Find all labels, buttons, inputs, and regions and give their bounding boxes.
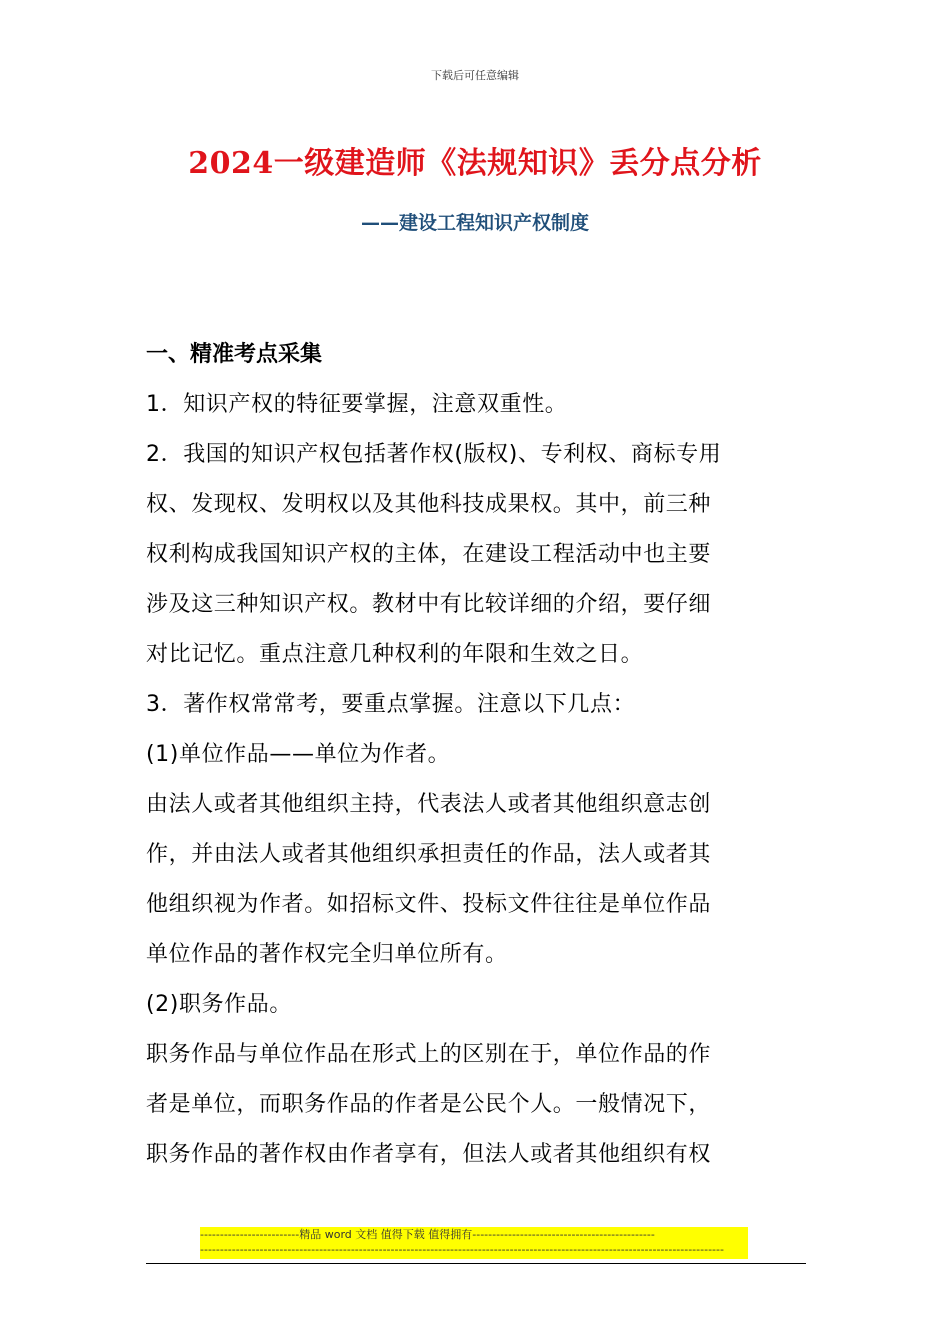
body-line: 涉及这三种知识产权。教材中有比较详细的介绍，要仔细 xyxy=(146,592,712,617)
document-title: 2024一级建造师《法规知识》丢分点分析 xyxy=(188,146,762,181)
body-line: 权利构成我国知识产权的主体，在建设工程活动中也主要 xyxy=(146,542,712,567)
section-heading: 一、精准考点采集 xyxy=(146,342,323,367)
body-line: 者是单位，而职务作品的作者是公民个人。一般情况下， xyxy=(146,1092,712,1117)
footer-divider xyxy=(146,1263,806,1264)
body-line: 职务作品与单位作品在形式上的区别在于，单位作品的作 xyxy=(146,1042,712,1067)
body-line: 1．知识产权的特征要掌握，注意双重性。 xyxy=(146,392,568,417)
footer-banner-line: ------------------------------------------------------------------------------------------------------------------------------------ xyxy=(200,1243,724,1256)
footer-banner-line: -------------------------精品 word 文档 值得下载 值得拥有---------------------------------------------- xyxy=(200,1228,655,1241)
body-line: (2)职务作品。 xyxy=(146,992,292,1017)
body-line: 职务作品的著作权由作者享有，但法人或者其他组织有权 xyxy=(146,1142,712,1167)
body-line: (1)单位作品——单位为作者。 xyxy=(146,742,451,767)
body-line: 2．我国的知识产权包括著作权(版权)、专利权、商标专用 xyxy=(146,442,722,467)
body-line: 单位作品的著作权完全归单位所有。 xyxy=(146,942,508,967)
header-note: 下载后可任意编辑 xyxy=(431,69,519,82)
document-body xyxy=(146,330,806,1180)
body-line: 对比记忆。重点注意几种权利的年限和生效之日。 xyxy=(146,642,644,667)
footer-banner xyxy=(200,1227,748,1259)
body-line: 权、发现权、发明权以及其他科技成果权。其中，前三种 xyxy=(146,492,712,517)
body-line: 作，并由法人或者其他组织承担责任的作品，法人或者其 xyxy=(146,842,712,867)
document-subtitle: ——建设工程知识产权制度 xyxy=(360,212,589,234)
body-line: 3．著作权常常考，要重点掌握。注意以下几点： xyxy=(146,692,636,717)
body-line: 由法人或者其他组织主持，代表法人或者其他组织意志创 xyxy=(146,792,712,817)
body-line: 他组织视为作者。如招标文件、投标文件往往是单位作品 xyxy=(146,892,712,917)
